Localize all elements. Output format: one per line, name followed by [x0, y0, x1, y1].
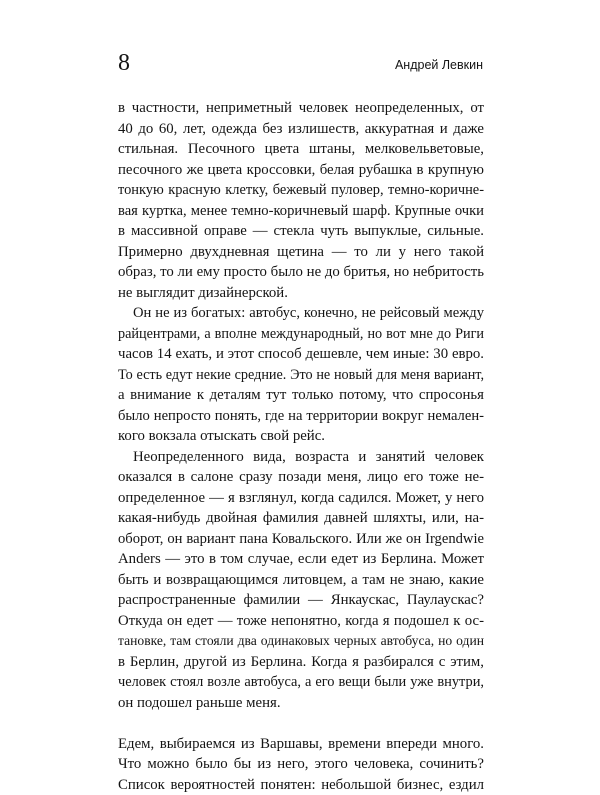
- text-line: вая куртка, менее темно-коричневый шарф. Крупные очки: [118, 201, 484, 222]
- text-line: Что можно было бы из него, этого человека, сочинить?: [118, 754, 484, 775]
- text-line: оказался в салоне сразу позади меня, лицо его тоже не-: [118, 467, 484, 488]
- text-line: какая-нибудь двойная фамилия давней шляхты, или, на-: [118, 508, 484, 529]
- paragraph: [118, 447, 484, 714]
- text-line: песочного же цвета кроссовки, белая рубашка в крупную: [118, 160, 484, 181]
- text-line: райцентрами, а вполне международный, но вот мне до Риги: [118, 324, 484, 345]
- text-line: тановке, там стояли два одинаковых черных автобуса, но один: [118, 631, 484, 652]
- text-line: а внимание к деталям тут только потому, что спросонья: [118, 385, 484, 406]
- body-text: [118, 98, 484, 795]
- text-line: образ, то ли ему просто было не до бритья, но небритость: [118, 262, 484, 283]
- text-line: не выглядит дизайнерской.: [118, 283, 484, 304]
- paragraph: [118, 734, 484, 795]
- text-line: оборот, он вариант пана Ковальского. Или же он Irgendwie: [118, 529, 484, 550]
- text-line: тонкую красную клетку, бежевый пуловер, темно-коричне-: [118, 180, 484, 201]
- running-header-author: Андрей Левкин: [395, 57, 483, 73]
- text-line: в Берлин, другой из Берлина. Когда я разбирался с этим,: [118, 652, 484, 673]
- text-line: Список вероятностей понятен: небольшой бизнес, ездил: [118, 775, 484, 795]
- text-line: быть и возвращающимся литовцем, а там не знаю, какие: [118, 570, 484, 591]
- text-line: он подошел раньше меня.: [118, 693, 484, 714]
- text-line: кого вокзала отыскать свой рейс.: [118, 426, 484, 447]
- text-line: стильная. Песочного цвета штаны, мелковельветовые,: [118, 139, 484, 160]
- text-line: в частности, неприметный человек неопределенных, от: [118, 98, 484, 119]
- paragraph: [118, 98, 484, 303]
- text-line: Едем, выбираемся из Варшавы, времени впереди много.: [118, 734, 484, 755]
- text-line: Неопределенного вида, возраста и занятий человек: [118, 447, 484, 468]
- text-line: То есть едут некие средние. Это не новый для меня вариант,: [118, 365, 484, 386]
- text-line: Он не из богатых: автобус, конечно, не рейсовый между: [118, 303, 484, 324]
- text-line: Примерно двухдневная щетина — то ли у него такой: [118, 242, 484, 263]
- paragraph: [118, 303, 484, 447]
- text-line: распространенные фамилии — Янкаускас, Паулаускас?: [118, 590, 484, 611]
- text-line: Anders — это в том случае, если едет из Берлина. Может: [118, 549, 484, 570]
- text-line: было непросто понять, где на территории вокруг немален-: [118, 406, 484, 427]
- text-line: часов 14 ехать, и этот способ дешевле, чем иные: 30 евро.: [118, 344, 484, 365]
- text-line: определенное — я взглянул, когда садился. Может, у него: [118, 488, 484, 509]
- text-line: человек стоял возле автобуса, а его вещи были уже внутри,: [118, 672, 484, 693]
- text-line: Откуда он едет — тоже непонятно, когда я подошел к ос-: [118, 611, 484, 632]
- text-line: в массивной оправе — стекла чуть выпуклые, сильные.: [118, 221, 484, 242]
- text-line: 40 до 60, лет, одежда без излишеств, аккуратная и даже: [118, 119, 484, 140]
- page-number: 8: [118, 48, 130, 78]
